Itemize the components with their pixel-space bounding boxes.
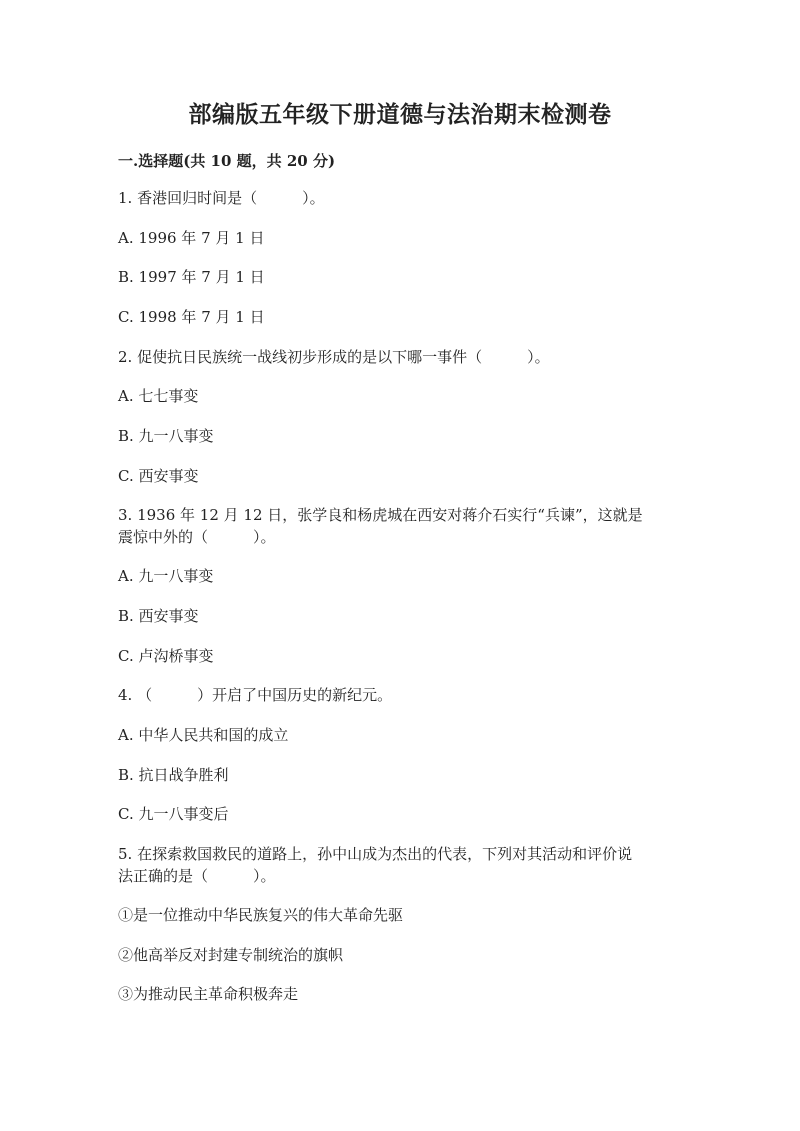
question-3-stem-line-2: 震惊中外的（ ）。 [118,528,276,546]
question-3-stem-line-1: 3. 1936 年 12 月 12 日，张学良和杨虎城在西安对蒋介石实行“兵谏”，这就是 [118,506,643,524]
question-4-option-c: C. 九一八事变后 [118,805,229,823]
question-3-option-c: C. 卢沟桥事变 [118,647,214,665]
question-4-stem: 4. （ ）开启了中国历史的新纪元。 [118,686,393,704]
question-2-option-a: A. 七七事变 [118,387,199,405]
question-1-option-a: A. 1996 年 7 月 1 日 [118,229,265,247]
question-5-stem-line-2: 法正确的是（ ）。 [118,867,276,885]
question-5-stem-line-1: 5. 在探索救国救民的道路上，孙中山成为杰出的代表，下列对其活动和评价说 [118,845,633,863]
question-5-statement-2: ②他高举反对封建专制统治的旗帜 [118,946,344,964]
question-3-option-a: A. 九一八事变 [118,567,214,585]
question-5-stem [118,843,684,887]
question-2-option-c: C. 西安事变 [118,467,199,485]
question-3-stem [118,504,684,548]
question-4-option-b: B. 抗日战争胜利 [118,766,229,784]
question-1-stem: 1. 香港回归时间是（ ）。 [118,189,325,207]
question-5-statement-1: ①是一位推动中华民族复兴的伟大革命先驱 [118,906,404,924]
question-3-option-b: B. 西安事变 [118,607,199,625]
page-title: 部编版五年级下册道德与法治期末检测卷 [188,101,612,128]
section-header: 一.选择题(共 10 题，共 20 分) [118,152,336,170]
question-5-statement-3: ③为推动民主革命积极奔走 [118,985,299,1003]
question-2-stem: 2. 促使抗日民族统一战线初步形成的是以下哪一事件（ ）。 [118,348,550,366]
question-1-option-c: C. 1998 年 7 月 1 日 [118,308,265,326]
question-1-option-b: B. 1997 年 7 月 1 日 [118,268,265,286]
question-4-option-a: A. 中华人民共和国的成立 [118,726,289,744]
question-2-option-b: B. 九一八事变 [118,427,214,445]
